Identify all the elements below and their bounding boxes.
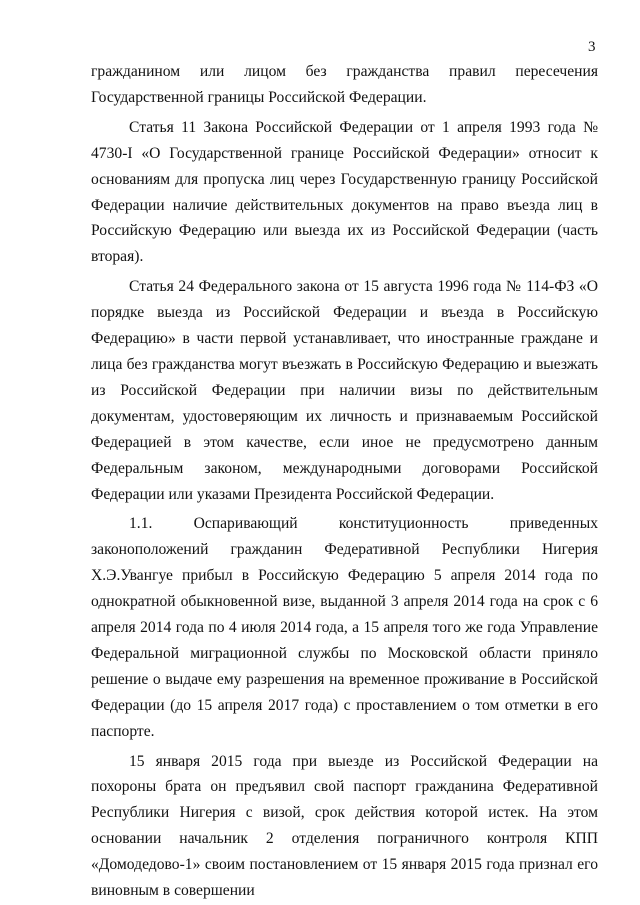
paragraph-article-24: Статья 24 Федерального закона от 15 августа 1996 года № 114-ФЗ «О порядке выезда из Российской Федерации и въезда в Российскую Федерацию» в части первой устанавливает, что иностранные граждане и лица без гражданства могут въезжать в Российскую Федерацию и выезжать из Российской Федерации при наличии визы по действительным документам, удостоверяющим их личность и признаваемым Российской Федерацией в этом качестве, если иное не предусмотрено данным Федеральным законом, международными договорами Российской Федерации или указами Президента Российской Федерации. (91, 278, 598, 503)
page-number: 3 (588, 39, 596, 55)
paragraph-article-11: Статья 11 Закона Российской Федерации от 1 апреля 1993 года № 4730-I «О Государственной границе Российской Федерации» относит к основаниям для пропуска лиц через Государственную границу Российской Федерации наличие действительных документов на право въезда лиц в Российскую Федерацию или выезда их из Российской Федерации (часть вторая). (91, 118, 598, 266)
paragraph-january-2015: 15 января 2015 года при выезде из Российской Федерации на похороны брата он предъявил свой паспорт гражданина Федеративной Республики Нигерия с визой, срок действия которой истек. На этом основании начальник 2 отделения пограничного контроля КПП «Домодедово-1» своим постановлением от 15 января 2015 года признал его виновным в совершении (91, 752, 598, 900)
document-body (91, 59, 598, 904)
paragraph-continuation: гражданином или лицом без гражданства правил пересечения Государственной границы Российской Федерации. (91, 63, 598, 106)
paragraph-section-1-1: 1.1. Оспаривающий конституционность приведенных законоположений гражданин Федеративной Республики Нигерия Х.Э.Увангуе прибыл в Российскую Федерацию 5 апреля 2014 года по однократной обыкновенной визе, выданной 3 апреля 2014 года на срок с 6 апреля 2014 года по 4 июля 2014 года, а 15 апреля того же года Управление Федеральной миграционной службы по Московской области приняло решение о выдаче ему разрешения на временное проживание в Российской Федерации (до 15 апреля 2017 года) с проставлением о том отметки в его паспорте. (91, 515, 598, 740)
